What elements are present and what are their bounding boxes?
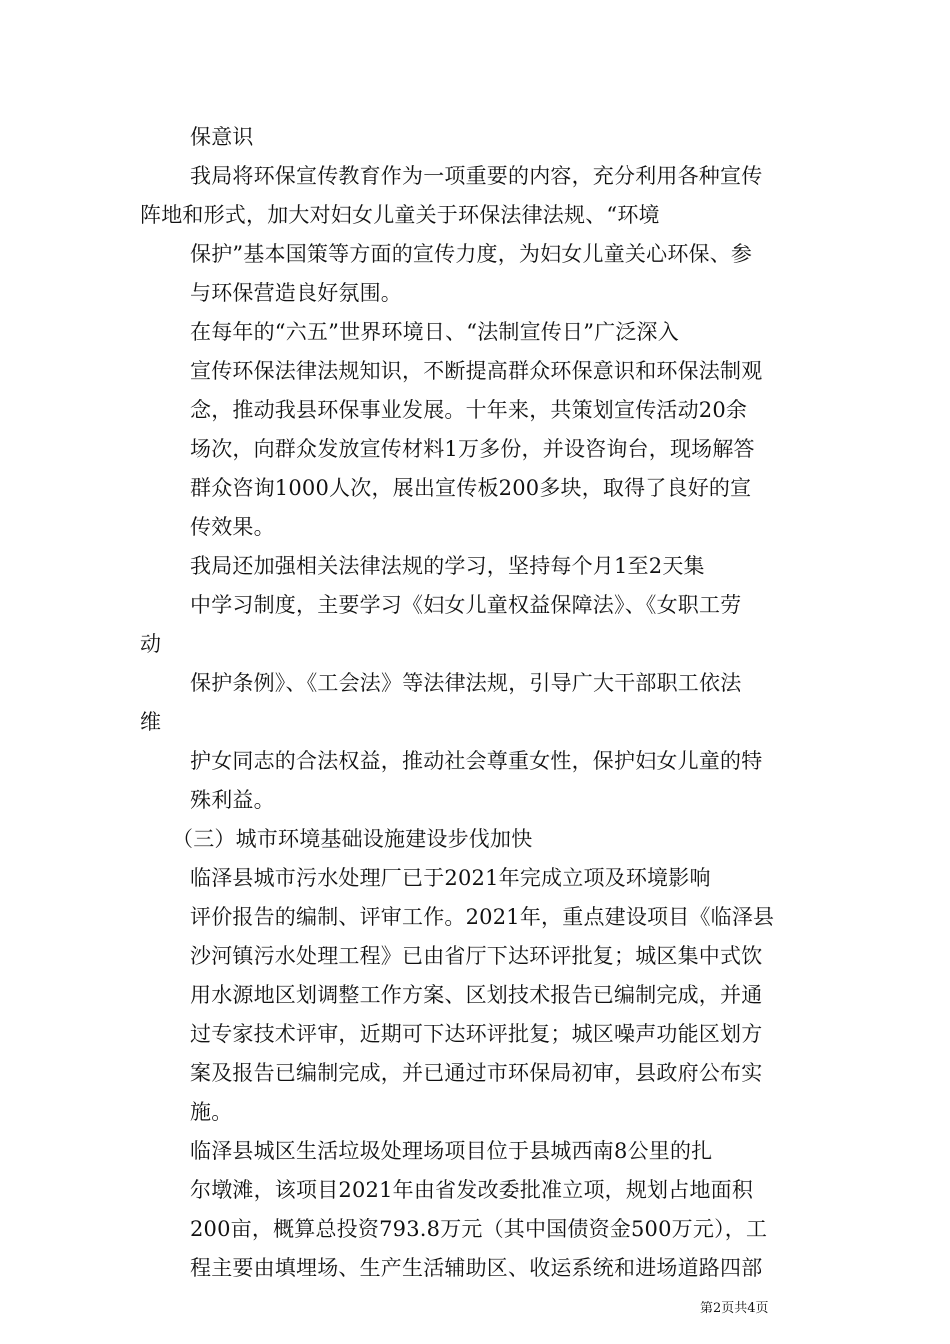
text-line: 群众咨询1000人次，展出宣传板200多块，取得了良好的宣 xyxy=(190,476,752,500)
text-line: 临泽县城市污水处理厂已于2021年完成立项及环境影响 xyxy=(190,866,711,890)
text-line: 场次，向群众发放宣传材料1万多份，并设咨询台，现场解答 xyxy=(190,437,755,461)
text-line: 保护条例》、《工会法》等法律法规，引导广大干部职工依法 xyxy=(190,671,742,695)
text-line: 尔墩滩，该项目2021年由省发改委批准立项，规划占地面积 xyxy=(190,1178,754,1202)
section-heading: （三）城市环境基础设施建设步伐加快 xyxy=(172,827,533,851)
text-line: 阵地和形式，加大对妇女儿童关于环保法律法规、“环境 xyxy=(140,203,660,227)
text-line: 殊利益。 xyxy=(190,788,275,812)
text-line: 沙河镇污水处理工程》已由省厅下达环评批复；城区集中式饮 xyxy=(190,944,763,968)
text-line: 保意识 xyxy=(190,125,254,149)
page-number: 第2页共4页 xyxy=(700,1301,769,1316)
text-line: 保护”基本国策等方面的宣传力度，为妇女儿童关心环保、参 xyxy=(190,242,753,266)
text-line: 在每年的“六五”世界环境日、“法制宣传日”广泛深入 xyxy=(190,320,679,344)
text-line: 维 xyxy=(140,710,162,734)
text-line: 中学习制度，主要学习《妇女儿童权益保障法》、《女职工劳 xyxy=(190,593,742,617)
text-line: 传效果。 xyxy=(190,515,275,539)
text-line: 与环保营造良好氛围。 xyxy=(190,281,402,305)
text-line: 过专家技术评审，近期可下达环评批复；城区噪声功能区划方 xyxy=(190,1022,763,1046)
text-line: 施。 xyxy=(190,1100,233,1124)
text-line: 护女同志的合法权益，推动社会尊重女性，保护妇女儿童的特 xyxy=(190,749,763,773)
text-line: 程主要由填埋场、生产生活辅助区、收运系统和进场道路四部 xyxy=(190,1256,763,1280)
text-line: 评价报告的编制、评审工作。2021年，重点建设项目《临泽县 xyxy=(190,905,775,929)
text-line: 我局还加强相关法律法规的学习，坚持每个月1至2天集 xyxy=(190,554,705,578)
text-line: 我局将环保宣传教育作为一项重要的内容，充分利用各种宣传 xyxy=(190,164,763,188)
text-line: 用水源地区划调整工作方案、区划技术报告已编制完成，并通 xyxy=(190,983,763,1007)
text-line: 临泽县城区生活垃圾处理场项目位于县城西南8公里的扎 xyxy=(190,1139,713,1163)
text-line: 宣传环保法律法规知识，不断提高群众环保意识和环保法制观 xyxy=(190,359,763,383)
text-line: 念，推动我县环保事业发展。十年来，共策划宣传活动20余 xyxy=(190,398,748,422)
text-line: 动 xyxy=(140,632,162,656)
text-line: 案及报告已编制完成，并已通过市环保局初审，县政府公布实 xyxy=(190,1061,763,1085)
text-line: 200亩，概算总投资793.8万元（其中国债资金500万元），工 xyxy=(190,1217,768,1241)
